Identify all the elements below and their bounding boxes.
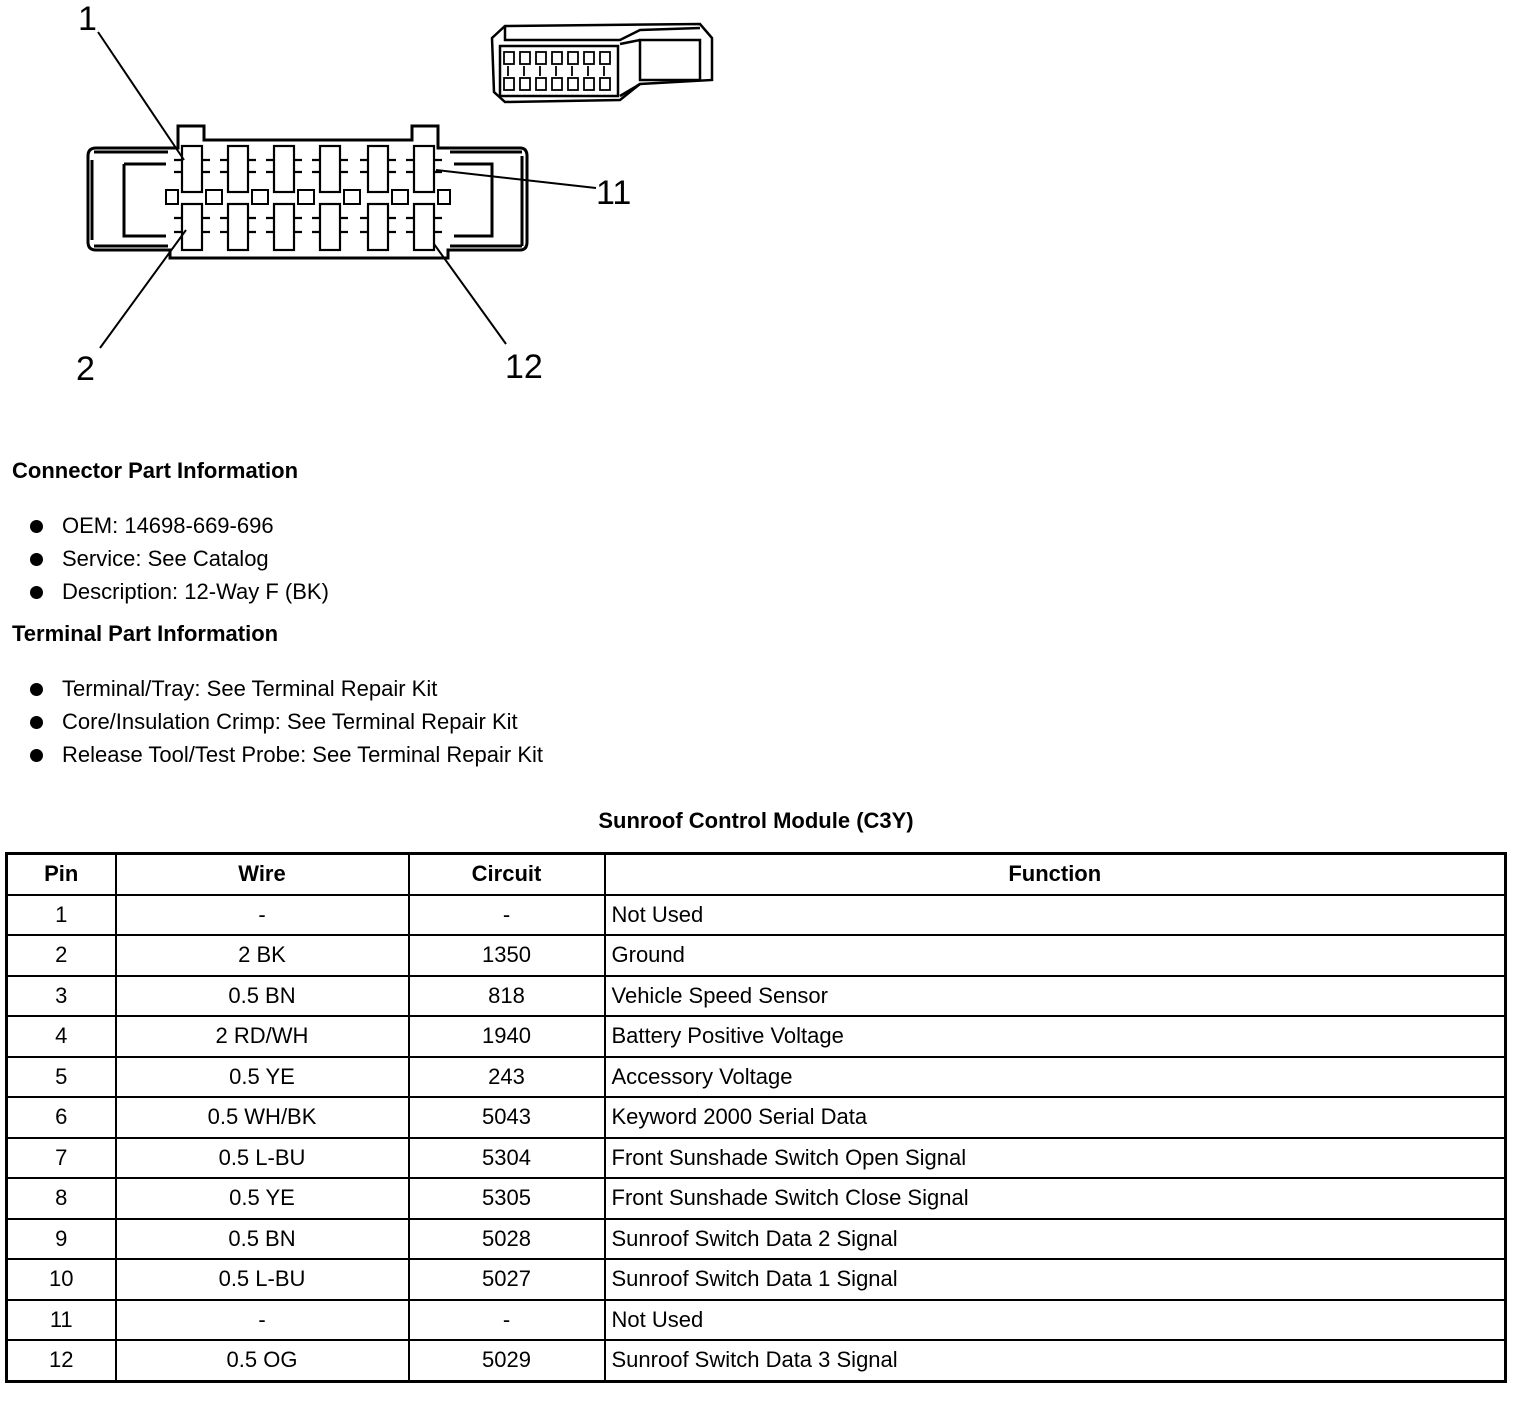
cell-pin: 8 [7, 1178, 116, 1219]
cell-wire: 0.5 WH/BK [116, 1097, 409, 1138]
callout-pin-12: 12 [505, 348, 543, 386]
list-item-text: Terminal/Tray: See Terminal Repair Kit [62, 676, 438, 701]
cell-wire: - [116, 1300, 409, 1341]
connector-info-heading: Connector Part Information [12, 458, 299, 483]
cell-wire: 0.5 BN [116, 976, 409, 1017]
cell-wire: 0.5 OG [116, 1340, 409, 1381]
connector-diagram [0, 0, 760, 420]
cell-circuit: 1350 [409, 935, 605, 976]
cell-pin: 3 [7, 976, 116, 1017]
table-row [7, 1219, 1506, 1260]
table-row [7, 1057, 1506, 1098]
table-row [7, 935, 1506, 976]
table-row [7, 1016, 1506, 1057]
callout-pin-11: 11 [596, 174, 632, 212]
bullet-icon [30, 683, 43, 696]
cell-pin: 11 [7, 1300, 116, 1341]
list-item [0, 509, 329, 542]
cell-wire: 0.5 BN [116, 1219, 409, 1260]
table-header-row [7, 854, 1506, 895]
terminal-info-list [0, 672, 543, 771]
cell-circuit: 5305 [409, 1178, 605, 1219]
list-item-text: Service: See Catalog [62, 546, 269, 571]
list-item-text: Description: 12-Way F (BK) [62, 579, 329, 604]
table-row [7, 1178, 1506, 1219]
cell-function: Front Sunshade Switch Open Signal [605, 1138, 1506, 1179]
cell-pin: 2 [7, 935, 116, 976]
bullet-icon [30, 553, 43, 566]
pin-table-title: Sunroof Control Module (C3Y) [598, 808, 914, 833]
cell-circuit: 5027 [409, 1259, 605, 1300]
connector-housing [88, 126, 527, 258]
cell-function: Not Used [605, 1300, 1506, 1341]
cell-function: Ground [605, 935, 1506, 976]
list-item-text: OEM: 14698-669-696 [62, 513, 274, 538]
list-item-text: Core/Insulation Crimp: See Terminal Repair Kit [62, 709, 518, 734]
list-item [0, 542, 329, 575]
cell-function: Keyword 2000 Serial Data [605, 1097, 1506, 1138]
bullet-icon [30, 586, 43, 599]
connector-info-list [0, 509, 329, 608]
terminal-keys [166, 190, 450, 204]
cell-circuit: 243 [409, 1057, 605, 1098]
cell-pin: 5 [7, 1057, 116, 1098]
cell-wire: 2 BK [116, 935, 409, 976]
list-item-text: Release Tool/Test Probe: See Terminal Repair Kit [62, 742, 543, 767]
table-row [7, 976, 1506, 1017]
cell-pin: 6 [7, 1097, 116, 1138]
callout-pin-2: 2 [76, 350, 95, 388]
table-row [7, 1340, 1506, 1381]
cell-function: Accessory Voltage [605, 1057, 1506, 1098]
cell-circuit: 5028 [409, 1219, 605, 1260]
callout-pin-1: 1 [78, 0, 97, 38]
cell-wire: 0.5 YE [116, 1057, 409, 1098]
bullet-icon [30, 749, 43, 762]
cell-circuit: - [409, 1300, 605, 1341]
cell-circuit: 5029 [409, 1340, 605, 1381]
cell-pin: 9 [7, 1219, 116, 1260]
cell-wire: 2 RD/WH [116, 1016, 409, 1057]
cell-function: Not Used [605, 895, 1506, 936]
cell-circuit: 5304 [409, 1138, 605, 1179]
cell-pin: 12 [7, 1340, 116, 1381]
cell-circuit: - [409, 895, 605, 936]
table-row [7, 1097, 1506, 1138]
cell-wire: 0.5 L-BU [116, 1138, 409, 1179]
cell-function: Sunroof Switch Data 2 Signal [605, 1219, 1506, 1260]
cell-wire: 0.5 L-BU [116, 1259, 409, 1300]
cell-pin: 4 [7, 1016, 116, 1057]
cell-function: Front Sunshade Switch Close Signal [605, 1178, 1506, 1219]
connector-3d-thumbnail [492, 24, 712, 102]
list-item [0, 738, 543, 771]
cell-wire: 0.5 YE [116, 1178, 409, 1219]
table-row [7, 1259, 1506, 1300]
cell-circuit: 1940 [409, 1016, 605, 1057]
cell-pin: 1 [7, 895, 116, 936]
cell-pin: 7 [7, 1138, 116, 1179]
bullet-icon [30, 716, 43, 729]
list-item [0, 705, 543, 738]
header-wire: Wire [116, 854, 409, 895]
list-item [0, 672, 543, 705]
cell-circuit: 818 [409, 976, 605, 1017]
cell-wire: - [116, 895, 409, 936]
cell-function: Sunroof Switch Data 1 Signal [605, 1259, 1506, 1300]
header-function: Function [605, 854, 1506, 895]
table-row [7, 1138, 1506, 1179]
pin-table [5, 852, 1507, 1383]
terminal-row-bottom [174, 204, 442, 250]
connector-face-illustration [0, 0, 760, 420]
terminal-info-heading: Terminal Part Information [12, 621, 279, 646]
list-item [0, 575, 329, 608]
header-circuit: Circuit [409, 854, 605, 895]
cell-circuit: 5043 [409, 1097, 605, 1138]
table-row [7, 895, 1506, 936]
cell-pin: 10 [7, 1259, 116, 1300]
bullet-icon [30, 520, 43, 533]
cell-function: Vehicle Speed Sensor [605, 976, 1506, 1017]
cell-function: Sunroof Switch Data 3 Signal [605, 1340, 1506, 1381]
table-row [7, 1300, 1506, 1341]
terminal-row-top [174, 146, 442, 192]
cell-function: Battery Positive Voltage [605, 1016, 1506, 1057]
header-pin: Pin [7, 854, 116, 895]
